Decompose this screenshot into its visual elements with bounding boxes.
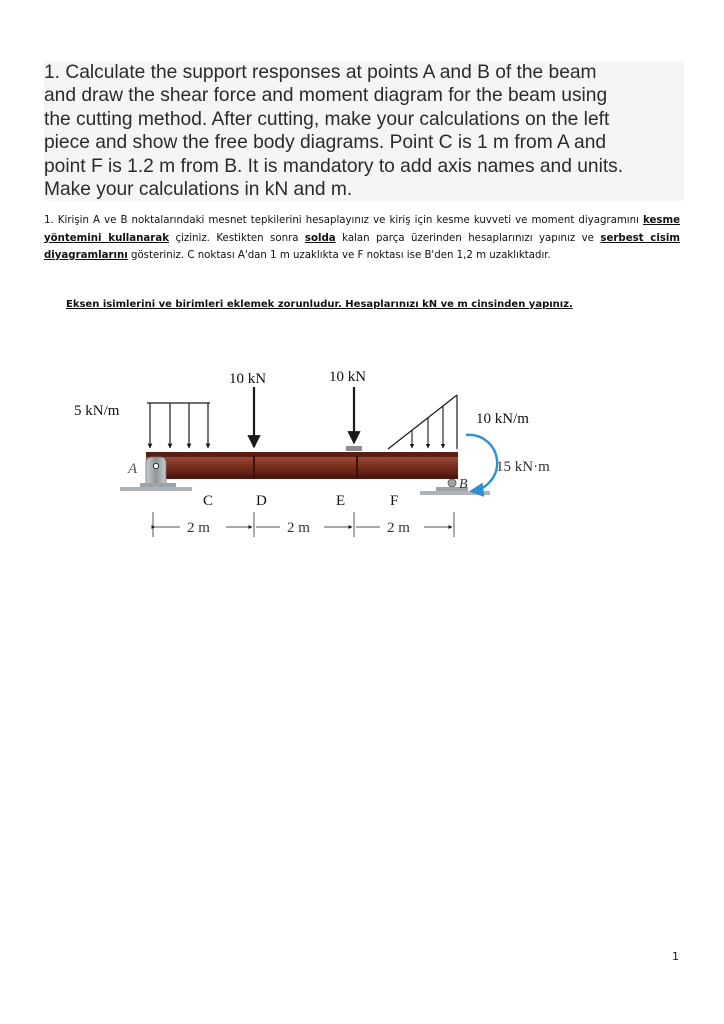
force-e-label: 10 kN xyxy=(329,369,367,385)
question-english xyxy=(44,61,684,201)
mandatory-note: Eksen isimlerini ve birimleri eklemek zorunludur. Hesaplarınızı kN ve m cinsinden yapınız. xyxy=(66,299,573,310)
tr-text: kalan parça üzerinden hesaplarınızı yapınız ve xyxy=(335,232,601,244)
moment-b-label: 15 kN·m xyxy=(496,459,550,475)
page-number: 1 xyxy=(672,950,679,963)
load-right-label: 10 kN/m xyxy=(476,411,529,427)
question-line: piece and show the free body diagrams. Point C is 1 m from A and xyxy=(44,131,684,154)
question-line: point F is 1.2 m from B. It is mandatory to add axis names and units. xyxy=(44,155,684,178)
label-f: F xyxy=(390,493,399,509)
force-e-plate xyxy=(346,446,362,451)
dim-label: 2 m xyxy=(287,520,310,536)
force-d-label: 10 kN xyxy=(229,371,267,387)
dim-label: 2 m xyxy=(387,520,410,536)
label-a: A xyxy=(128,461,138,477)
tr-text: gösteriniz. C noktası A'dan 1 m uzaklıkta ve F noktası ise B'den 1,2 m uzaklıktadır. xyxy=(127,250,551,261)
dim-label: 2 m xyxy=(187,520,210,536)
tr-text: 1. Kirişin A ve B noktalarındaki mesnet tepkilerini hesaplayınız ve kiriş için kesme kuvveti ve moment diyagramını xyxy=(44,215,643,226)
question-line: and draw the shear force and moment diagram for the beam using xyxy=(44,84,684,107)
uniform-load xyxy=(147,403,210,448)
label-b: B xyxy=(459,477,468,492)
question-line: the cutting method. After cutting, make your calculations on the left xyxy=(44,108,684,131)
tr-underlined: solda xyxy=(304,232,336,244)
triangular-load xyxy=(388,395,457,449)
roller-support-b xyxy=(420,479,490,493)
beam-figure xyxy=(0,355,724,555)
beam xyxy=(146,452,458,479)
load-left-label: 5 kN/m xyxy=(74,403,120,419)
label-c: C xyxy=(203,493,214,509)
tr-underlined: serbest cisim diyagramlarını xyxy=(44,232,681,261)
question-line: 1. Calculate the support responses at points A and B of the beam xyxy=(44,61,684,84)
label-e: E xyxy=(336,493,346,509)
tr-text: çiziniz. Kestikten sonra xyxy=(168,232,305,244)
tr-underlined: kesme yöntemini kullanarak xyxy=(44,215,680,244)
moment-arrow xyxy=(466,435,497,491)
label-d: D xyxy=(256,493,267,509)
question-line: Make your calculations in kN and m. xyxy=(44,178,684,201)
question-turkish xyxy=(44,212,680,265)
